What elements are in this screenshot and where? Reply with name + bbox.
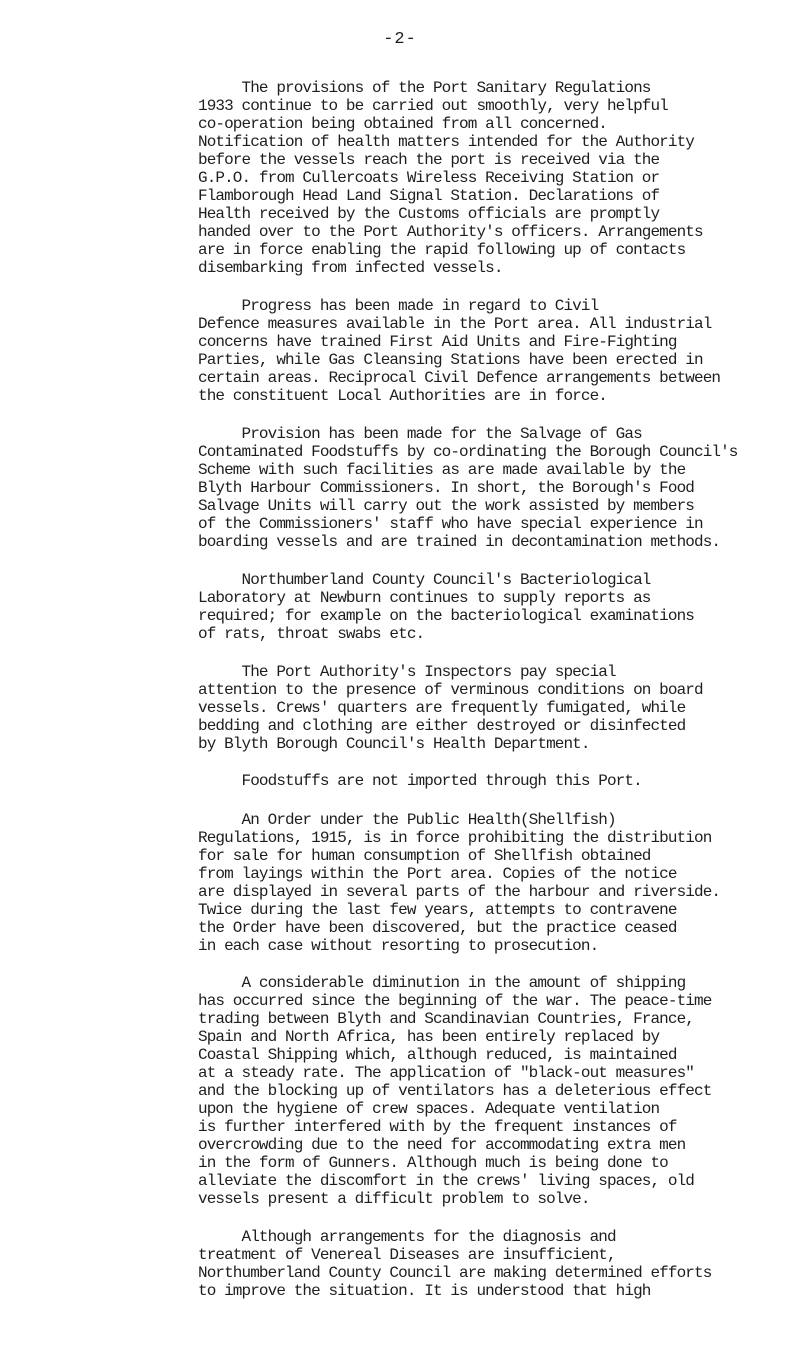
- text-line: Although arrangements for the diagnosis and: [198, 1228, 616, 1246]
- text-line: attention to the presence of verminous conditions on board: [198, 681, 703, 699]
- text-line: is further interfered with by the frequent instances of: [198, 1118, 677, 1136]
- text-line: Health received by the Customs officials are promptly: [198, 205, 660, 223]
- text-line: boarding vessels and are trained in decontamination methods.: [198, 533, 721, 551]
- text-line: by Blyth Borough Council's Health Department.: [198, 735, 590, 753]
- text-line: before the vessels reach the port is received via the: [198, 151, 660, 169]
- text-line: Coastal Shipping which, although reduced, is maintained: [198, 1046, 677, 1064]
- paragraph-bacteriological-lab: [198, 571, 800, 643]
- text-line: of rats, throat swabs etc.: [198, 625, 425, 643]
- text-line: Notification of health matters intended for the Authority: [198, 133, 694, 151]
- paragraph-verminous-conditions: [198, 663, 800, 753]
- text-line: Twice during the last few years, attempts to contravene: [198, 901, 677, 919]
- text-line: The provisions of the Port Sanitary Regulations: [198, 79, 651, 97]
- text-line: has occurred since the beginning of the war. The peace-time: [198, 992, 712, 1010]
- text-line: Northumberland County Council are making determined efforts: [198, 1264, 712, 1282]
- paragraph-gas-salvage: [198, 425, 800, 551]
- text-line: Spain and North Africa, has been entirely replaced by: [198, 1028, 660, 1046]
- paragraph-venereal-diseases: [198, 1228, 800, 1300]
- text-line: vessels present a difficult problem to solve.: [198, 1190, 590, 1208]
- text-line: the constituent Local Authorities are in force.: [198, 387, 607, 405]
- text-line: vessels. Crews' quarters are frequently fumigated, while: [198, 699, 686, 717]
- text-line: Northumberland County Council's Bacteriological: [198, 571, 651, 589]
- text-line: concerns have trained First Aid Units and Fire-Fighting: [198, 333, 677, 351]
- text-line: Progress has been made in regard to Civil: [198, 297, 599, 315]
- text-line: are displayed in several parts of the harbour and riverside.: [198, 883, 721, 901]
- text-line: Foodstuffs are not imported through this Port.: [198, 772, 642, 790]
- text-line: A considerable diminution in the amount of shipping: [198, 974, 686, 992]
- text-line: from layings within the Port area. Copies of the notice: [198, 865, 677, 883]
- text-line: handed over to the Port Authority's officers. Arrangements: [198, 223, 703, 241]
- text-line: treatment of Venereal Diseases are insufficient,: [198, 1246, 616, 1264]
- text-line: to improve the situation. It is understood that high: [198, 1282, 651, 1300]
- text-line: overcrowding due to the need for accommodating extra men: [198, 1136, 686, 1154]
- text-line: Flamborough Head Land Signal Station. Declarations of: [198, 187, 660, 205]
- text-line: in each case without resorting to prosecution.: [198, 937, 599, 955]
- text-line: Blyth Harbour Commissioners. In short, the Borough's Food: [198, 479, 694, 497]
- text-line: of the Commissioners' staff who have special experience in: [198, 515, 703, 533]
- text-line: disembarking from infected vessels.: [198, 259, 503, 277]
- text-line: the Order have been discovered, but the practice ceased: [198, 919, 677, 937]
- text-line: bedding and clothing are either destroyed or disinfected: [198, 717, 686, 735]
- text-line: Parties, while Gas Cleansing Stations have been erected in: [198, 351, 703, 369]
- paragraph-civil-defence: [198, 297, 800, 405]
- text-line: Defence measures available in the Port area. All industrial: [198, 315, 712, 333]
- text-line: 1933 continue to be carried out smoothly, very helpful: [198, 97, 668, 115]
- text-line: are in force enabling the rapid following up of contacts: [198, 241, 686, 259]
- paragraph-foodstuffs: [198, 772, 800, 790]
- text-line: Contaminated Foodstuffs by co-ordinating the Borough Council's: [198, 443, 738, 461]
- text-line: Provision has been made for the Salvage of Gas: [198, 425, 642, 443]
- text-line: The Port Authority's Inspectors pay special: [198, 663, 616, 681]
- text-line: G.P.O. from Cullercoats Wireless Receiving Station or: [198, 169, 660, 187]
- paragraph-port-sanitary-regulations: [198, 79, 800, 277]
- text-line: at a steady rate. The application of "black-out measures": [198, 1064, 694, 1082]
- text-line: An Order under the Public Health(Shellfish): [198, 811, 616, 829]
- text-line: certain areas. Reciprocal Civil Defence arrangements between: [198, 369, 721, 387]
- text-line: Scheme with such facilities as are made available by the: [198, 461, 686, 479]
- text-line: co-operation being obtained from all concerned.: [198, 115, 607, 133]
- text-line: Regulations, 1915, is in force prohibiting the distribution: [198, 829, 712, 847]
- text-line: alleviate the discomfort in the crews' living spaces, old: [198, 1172, 694, 1190]
- paragraph-shipping-diminution: [198, 974, 800, 1208]
- text-line: upon the hygiene of crew spaces. Adequate ventilation: [198, 1100, 660, 1118]
- text-line: Laboratory at Newburn continues to supply reports as: [198, 589, 651, 607]
- text-line: trading between Blyth and Scandinavian Countries, France,: [198, 1010, 694, 1028]
- text-line: for sale for human consumption of Shellfish obtained: [198, 847, 651, 865]
- text-line: Salvage Units will carry out the work assisted by members: [198, 497, 694, 515]
- text-line: in the form of Gunners. Although much is being done to: [198, 1154, 668, 1172]
- page-number: -2-: [383, 30, 417, 49]
- paragraph-shellfish-order: [198, 811, 800, 955]
- text-line: required; for example on the bacteriological examinations: [198, 607, 694, 625]
- text-line: and the blocking up of ventilators has a deleterious effect: [198, 1082, 712, 1100]
